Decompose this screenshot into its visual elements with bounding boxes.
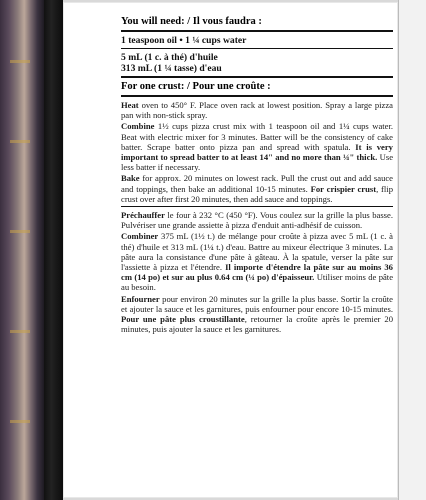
english-step-heat: Heat oven to 450° F. Place oven rack at lowest position. Spray a large pizza pan with non-stick spray.	[121, 100, 393, 121]
french-ingredient: 5 mL (1 c. à thé) d'huile	[121, 52, 218, 63]
divider	[121, 30, 393, 32]
english-step-bake: Bake for approx. 20 minutes on lowest rack. Pull the crust out and add sauce and toppings, then bake an additional 10-15 minutes. For crispier crust, flip crust over after first 20 minutes, then add sauce and toppings.	[121, 173, 393, 204]
french-ingredient: 313 mL (1 ¼ tasse) d'eau	[121, 63, 222, 74]
divider	[121, 95, 393, 97]
package-dark-side-panel	[44, 0, 63, 500]
divider	[121, 48, 393, 49]
french-step-prechauffer: Préchauffer le four à 232 °C (450 °F). Vous coulez sur la grille la plus basse. Pulvériser une grande assiette à pizza d'enduit anti-adhésif de cuisson.	[121, 210, 393, 231]
instructions-label	[63, 2, 398, 498]
package-side-artwork	[0, 0, 44, 500]
french-step-enfourner: Enfourner pour environ 20 minutes sur la grille la plus basse. Sortir la croûte et ajouter la sauce et les garnitures, puis enfourner pour encore 10-15 minutes. Pour une pâte plus croustillante, retourner la croûte après le premier 20 minutes, puis ajouter la sauce et les garnitures.	[121, 293, 393, 335]
french-ingredients-block	[121, 52, 393, 74]
english-step-combine: Combine 1½ cups pizza crust mix with 1 teaspoon oil and 1¼ cups water. Beat with electric mixer for 3 minutes. Batter will be the consistency of cake batter. Scrape batter onto pizza pan and spread with spatula. It is very important to spread batter to at least 14" and no more than ¼" thick. Use less batter if necessary.	[121, 121, 394, 173]
english-ingredients: 1 teaspoon oil • 1 ¼ cups water	[121, 35, 247, 46]
french-step-combiner: Combiner 375 mL (1½ t.) de mélange pour croûte à pizza avec 5 mL (1 c. à thé) d'huile et 313 mL (1¼ t.) d'eau. Battre au mixeur électrique 3 minutes. La pâte aura la consistance d'une pâte à gâteau. À la spatule, verser la pâte sur l'assiette à pizza et l'étendre. Il importe d'étendre la pâte sur au moins 36 cm (14 po) et sur au plus 0.64 cm (¼ po) d'épaisseur. Utiliser moins de pâte au besoin.	[121, 231, 394, 293]
divider	[121, 206, 393, 207]
ingredients-header: You will need: / Il vous faudra :	[121, 16, 262, 27]
instructions-content	[121, 2, 393, 335]
background-edge	[398, 0, 426, 500]
divider	[121, 76, 393, 78]
one-crust-header: For one crust: / Pour une croûte :	[121, 81, 271, 92]
english-ingredients-block	[121, 35, 393, 46]
